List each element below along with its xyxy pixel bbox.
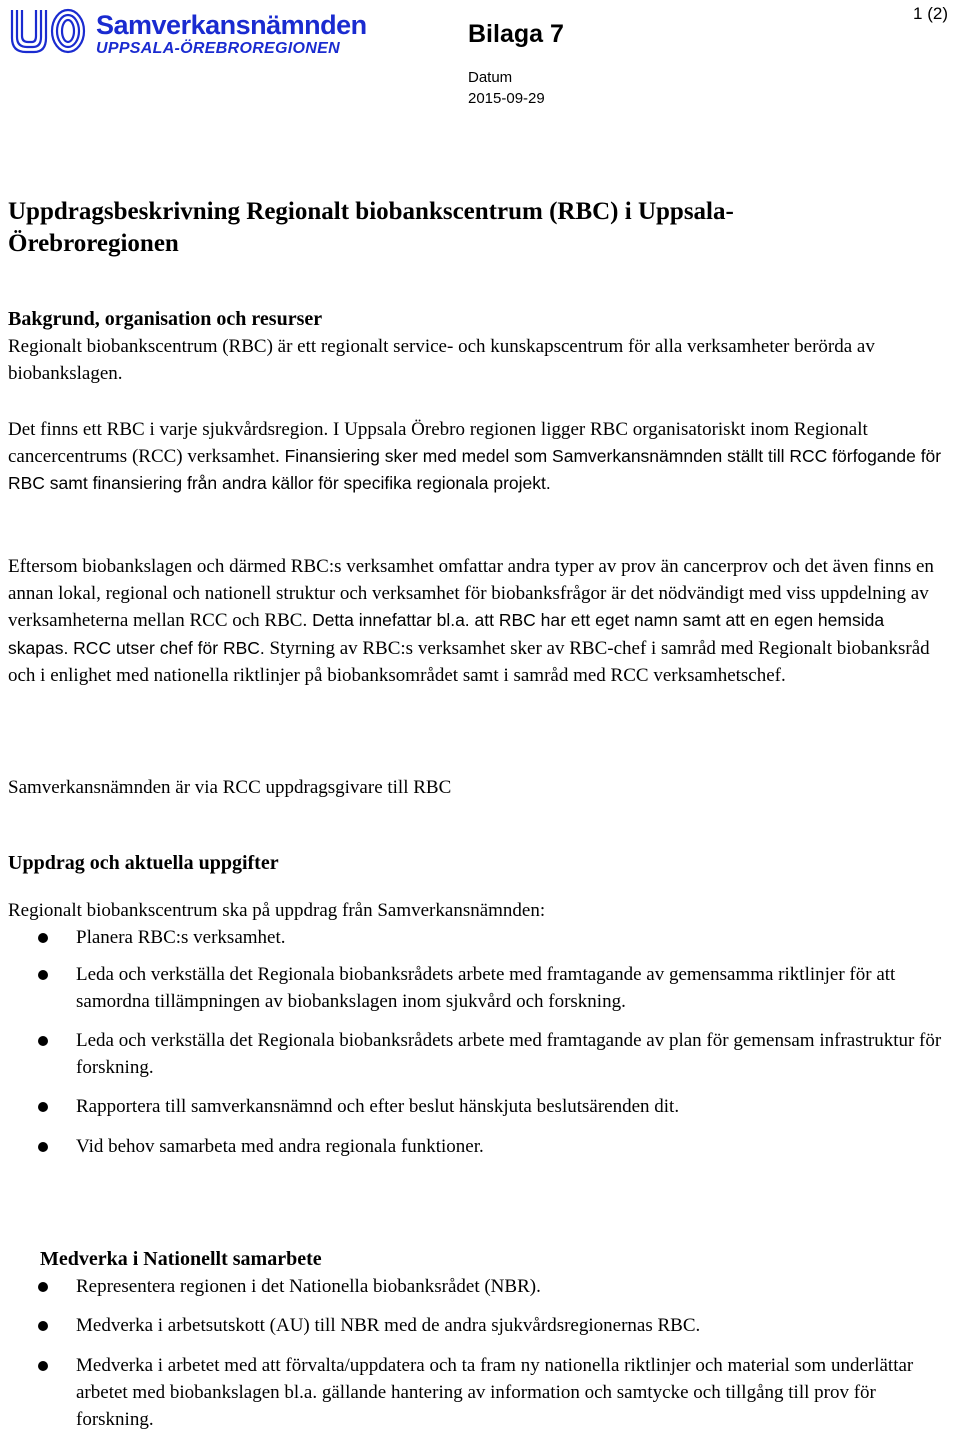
paragraph-3-serif-2: Styrning av RBC:s verksamhet sker av RBC-chef i samråd med Regionalt biobanksråd och i enlighet med nationella riktlinjer på biobanksområdet samt i samråd med RCC verksamhetschef. xyxy=(8,637,930,686)
paragraph-4: Samverkansnämnden är via RCC uppdragsgivare till RBC xyxy=(8,777,452,798)
bullet-icon xyxy=(38,1361,48,1371)
background-intro: Regionalt biobankscentrum (RBC) är ett regionalt service- och kunskapscentrum för alla verksamheter berörda av biobankslagen. xyxy=(8,336,875,385)
list-item: Vid behov samarbeta med andra regionala funktioner. xyxy=(8,1133,948,1160)
background-heading: Bakgrund, organisation och resurser xyxy=(8,308,323,330)
assignment-section xyxy=(8,850,948,1172)
national-list xyxy=(8,1273,950,1433)
national-section xyxy=(40,1246,950,1445)
list-item: Medverka i arbetet med att förvalta/uppdatera och ta fram ny nationella riktlinjer och material som underlättar arbetet med biobankslagen bl.a. gällande hantering av information och samtycke och tillgång till prov för forskning. xyxy=(8,1352,950,1434)
bullet-icon xyxy=(38,933,48,943)
national-heading: Medverka i Nationellt samarbete xyxy=(40,1248,322,1270)
background-paragraph-2 xyxy=(8,416,948,498)
page-number: 1 (2) xyxy=(913,4,948,23)
document-title-line-1: Uppdragsbeskrivning Regionalt biobankscentrum (RBC) i Uppsala- xyxy=(8,198,734,225)
list-item: Leda och verkställa det Regionala biobanksrådets arbete med framtagande av gemensamma riktlinjer för att samordna tillämpningen av biobankslagen inom sjukvård och forskning. xyxy=(8,961,948,1015)
assignment-intro: Regionalt biobankscentrum ska på uppdrag från Samverkansnämnden: xyxy=(8,900,546,922)
list-item: Medverka i arbetsutskott (AU) till NBR med de andra sjukvårdsregionernas RBC. xyxy=(8,1312,950,1339)
bullet-icon xyxy=(38,1036,48,1046)
bullet-icon xyxy=(38,1321,48,1331)
list-item: Planera RBC:s verksamhet. xyxy=(8,924,948,951)
bullet-icon xyxy=(38,1142,48,1152)
bullet-icon xyxy=(38,1102,48,1112)
paragraph-2-serif: Det finns ett RBC i varje sjukvårdsregion. I Uppsala Örebro regionen ligger RBC organisatoriskt inom Regionalt cancercentrums (RCC) verksamhet. xyxy=(8,419,868,468)
logo xyxy=(8,4,367,58)
assignment-list xyxy=(8,924,948,1159)
paragraph-3-sans: Detta innefattar bl.a. att RBC har ett eget namn samt att en egen hemsida skapas. RCC utser chef för RBC. xyxy=(8,610,885,658)
background-paragraph-4 xyxy=(8,774,948,801)
document-title xyxy=(8,196,908,260)
logo-emblem-icon xyxy=(8,4,88,58)
paragraph-2-sans: Finansiering sker med medel som Samverkansnämnden ställt till RCC förfogande för RBC samt finansiering från andra källor för specifika regionala projekt. xyxy=(8,446,942,494)
assignment-heading: Uppdrag och aktuella uppgifter xyxy=(8,852,279,874)
background-section xyxy=(8,306,948,388)
list-item: Rapportera till samverkansnämnd och efter beslut hänskjuta beslutsärenden dit. xyxy=(8,1093,948,1120)
attachment-label: Bilaga 7 xyxy=(468,20,564,48)
org-name: Samverkansnämnden xyxy=(96,10,367,40)
background-paragraph-3 xyxy=(8,553,948,689)
document-title-line-2: Örebroregionen xyxy=(8,230,179,257)
date-label: Datum xyxy=(468,69,513,86)
list-item: Leda och verkställa det Regionala biobanksrådets arbete med framtagande av plan för gemensam infrastruktur för forskning. xyxy=(8,1027,948,1081)
bullet-icon xyxy=(38,970,48,980)
list-item: Representera regionen i det Nationella biobanksrådet (NBR). xyxy=(8,1273,950,1300)
org-region: UPPSALA-ÖREBROREGIONEN xyxy=(96,40,340,57)
bullet-icon xyxy=(38,1282,48,1292)
paragraph-3-serif: Eftersom biobankslagen och därmed RBC:s verksamhet omfattar andra typer av prov än cancerprov och det även finns en annan lokal, regional och nationell struktur och verksamhet för biobanksfrågor är det nödvändigt med viss uppdelning av verksamheterna mellan RCC och RBC. xyxy=(8,556,934,632)
date-value: 2015-09-29 xyxy=(468,90,545,107)
